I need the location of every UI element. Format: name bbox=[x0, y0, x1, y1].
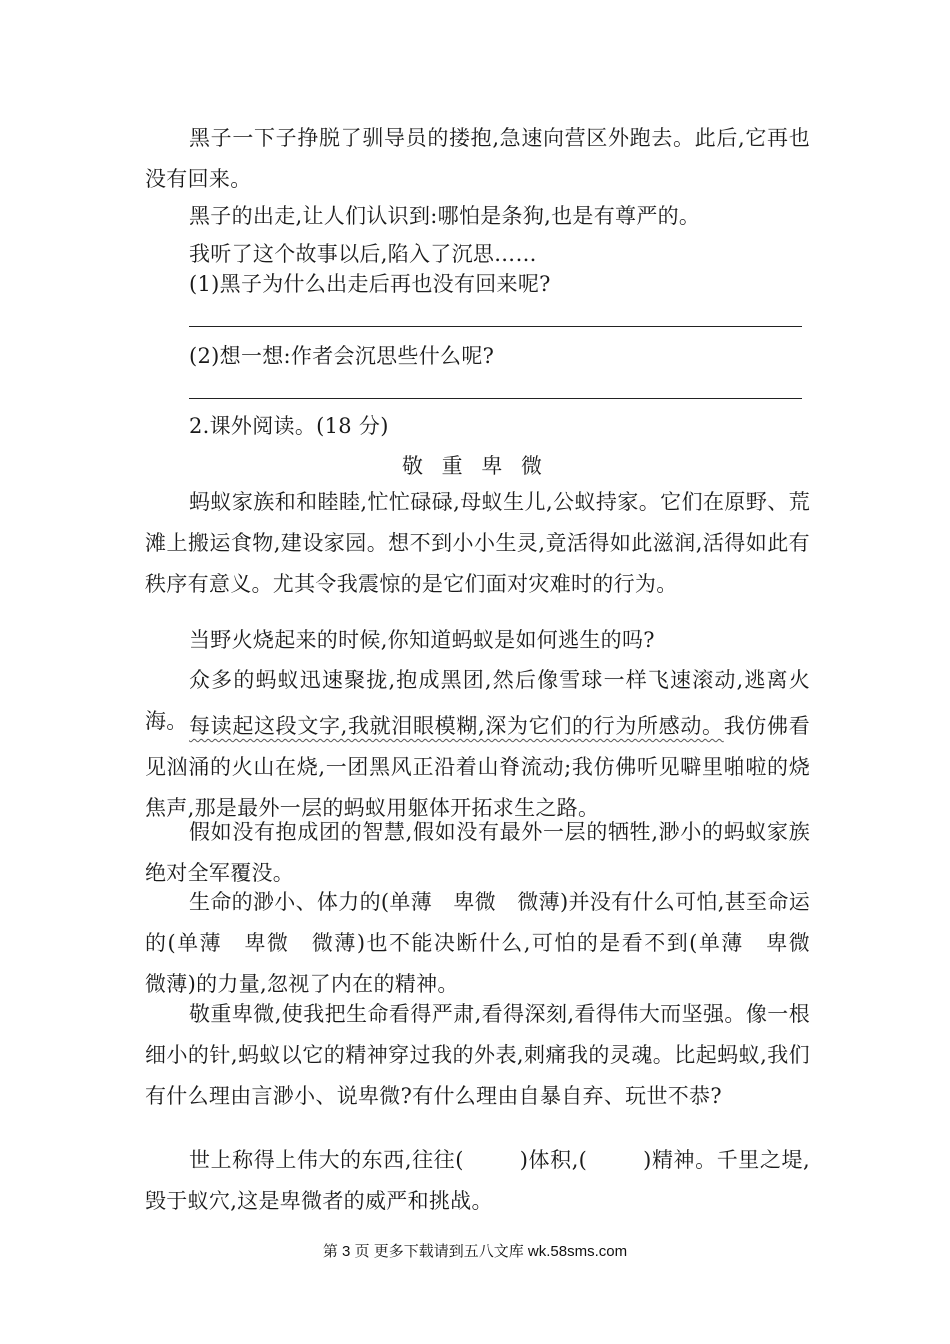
passage-paragraph-8 bbox=[145, 1140, 810, 1222]
passage-title: 敬 重 卑 微 bbox=[401, 454, 549, 478]
section-heading: 2.课外阅读。(18 分) bbox=[189, 414, 389, 438]
paragraph-4-rest: 我仿佛看见汹涌的火山在烧,一团黑风正沿着山脊流动;我仿佛听见噼里啪啦的烧焦声,那是最外一层的蚂蚁用躯体开拓求生之路。 bbox=[145, 714, 811, 820]
question-1: (1)黑子为什么出走后再也没有回来呢? bbox=[189, 272, 551, 296]
passage-paragraph-3: 众多的蚂蚁迅速聚拢,抱成黑团,然后像雪球一样飞速滚动,逃离火海。 bbox=[145, 668, 810, 733]
story-paragraph-3: 我听了这个故事以后,陷入了沉思…… bbox=[189, 242, 537, 266]
paragraph-8-part-a: 世上称得上伟大的东西,往往( bbox=[189, 1148, 464, 1172]
passage-paragraph-1: 蚂蚁家族和和睦睦,忙忙碌碌,母蚁生儿,公蚁持家。它们在原野、荒滩上搬运食物,建设家园。想不到小小生灵,竟活得如此滋润,活得如此有秩序有意义。尤其令我震惊的是它们面对灾难时的行为。 bbox=[145, 490, 810, 596]
passage-paragraph-6: 生命的渺小、体力的(单薄 卑微 微薄)并没有什么可怕,甚至命运的(单薄 卑微 微薄)也不能决断什么,可怕的是看不到(单薄 卑微 微薄)的力量,忽视了内在的精神。 bbox=[145, 890, 832, 996]
story-paragraph-2: 黑子的出走,让人们认识到:哪怕是条狗,也是有尊严的。 bbox=[189, 204, 701, 228]
page-footer: 第 3 页 更多下载请到五八文库 wk.58sms.com bbox=[322, 1243, 628, 1260]
answer-line-1[interactable] bbox=[189, 326, 802, 327]
story-paragraph-1: 黑子一下子挣脱了驯导员的搂抱,急速向营区外跑去。此后,它再也没有回来。 bbox=[145, 126, 810, 191]
paragraph-8-part-c: )精神。千里之堤,毁于蚁穴,这是卑微者的威严和挑战。 bbox=[145, 1148, 810, 1213]
passage-paragraph-4 bbox=[145, 706, 810, 829]
passage-paragraph-2: 当野火烧起来的时候,你知道蚂蚁是如何逃生的吗? bbox=[189, 628, 655, 652]
answer-line-2[interactable] bbox=[189, 398, 802, 399]
passage-paragraph-5: 假如没有抱成团的智慧,假如没有最外一层的牺牲,渺小的蚂蚁家族绝对全军覆没。 bbox=[145, 820, 810, 885]
underlined-sentence: 每读起这段文字,我就泪眼模糊,深为它们的行为所感动。 bbox=[189, 714, 724, 738]
paragraph-8-part-b: )体积,( bbox=[519, 1148, 588, 1172]
passage-paragraph-7: 敬重卑微,使我把生命看得严肃,看得深刻,看得伟大而坚强。像一根细小的针,蚂蚁以它的精神穿过我的外表,刺痛我的灵魂。比起蚂蚁,我们有什么理由言渺小、说卑微?有什么理由自暴自弃、玩世不恭? bbox=[145, 1002, 810, 1108]
question-2: (2)想一想:作者会沉思些什么呢? bbox=[189, 344, 495, 368]
